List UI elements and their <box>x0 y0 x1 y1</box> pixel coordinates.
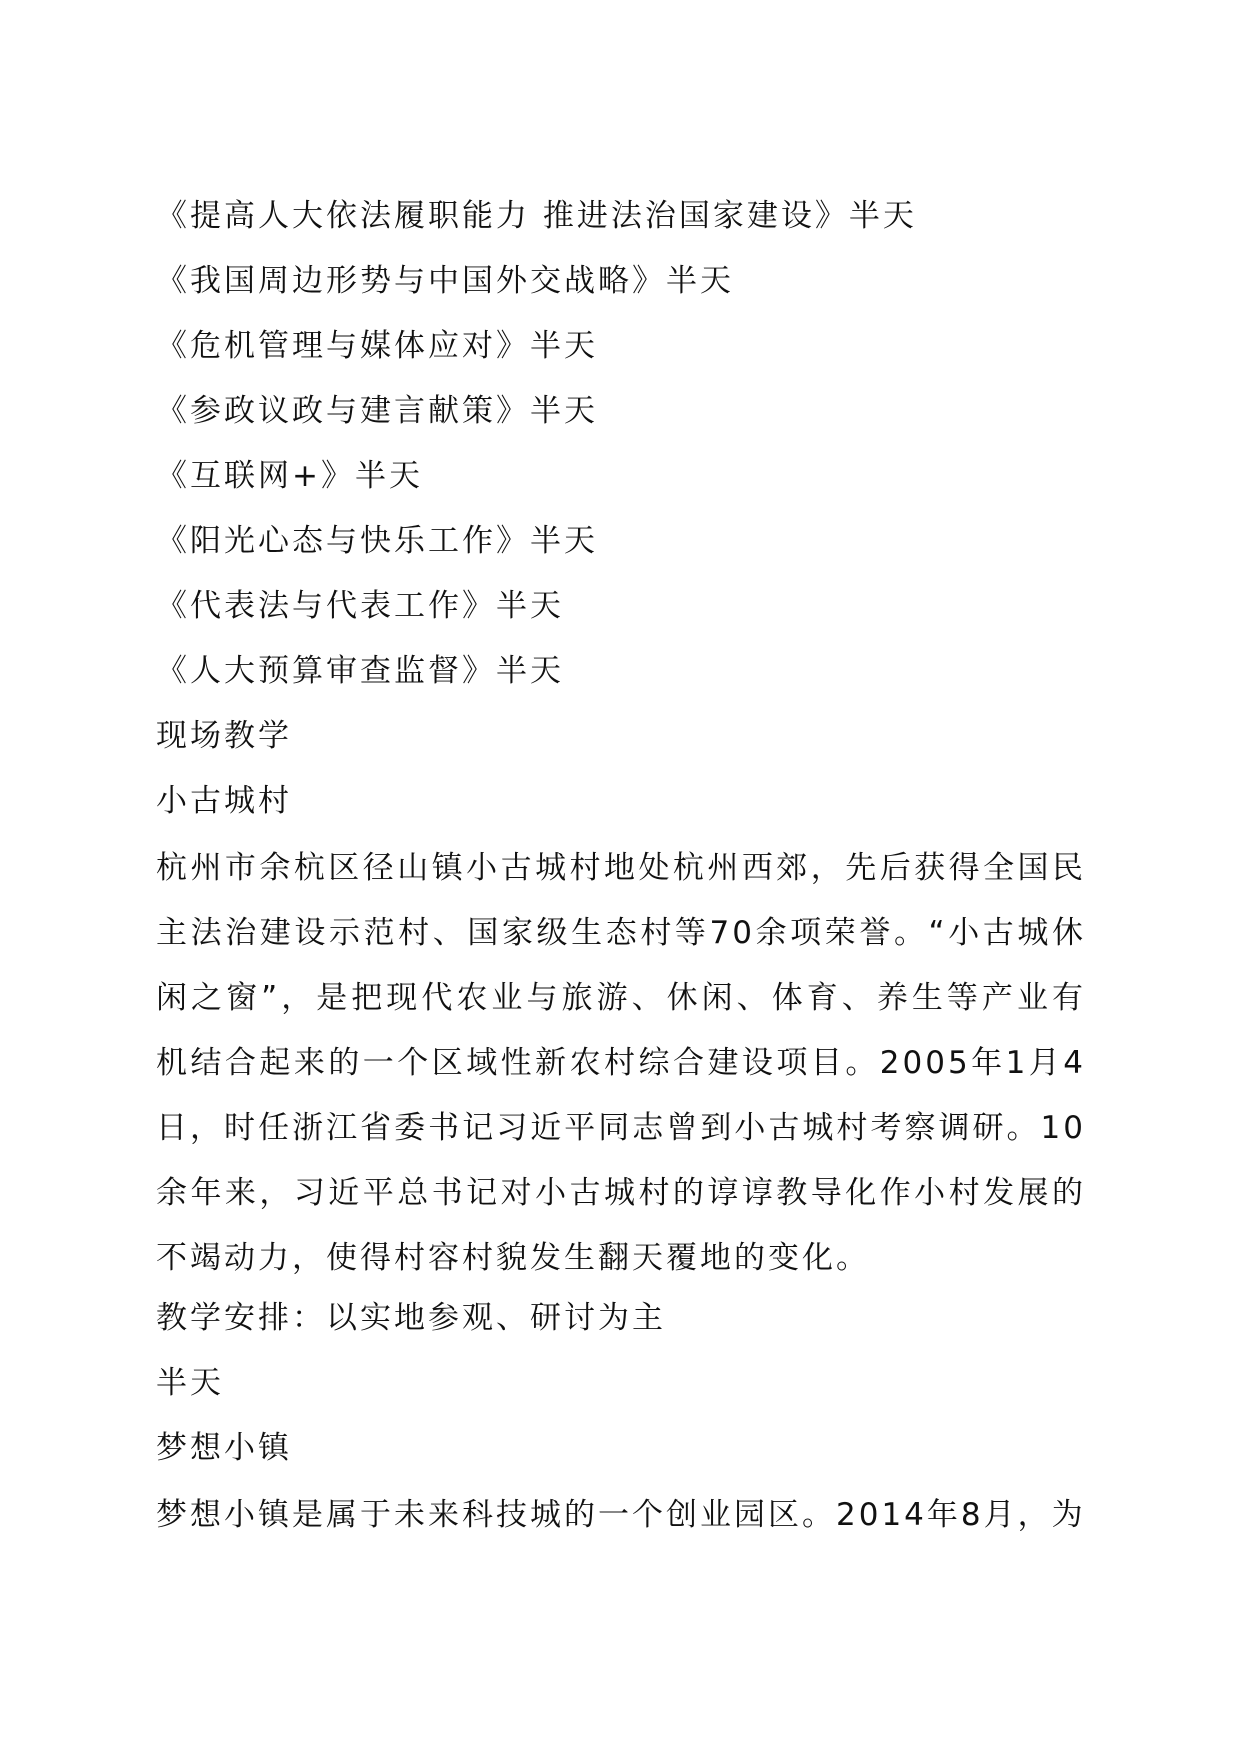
site-description-xiaogucheng: 杭州市余杭区径山镇小古城村地处杭州西郊，先后获得全国民主法治建设示范村、国家级生态村等70余项荣誉。“小古城休闲之窗”，是把现代农业与旅游、休闲、体育、养生等产业有机结合起来的一个区域性新农村综合建设项目。2005年1月4日，时任浙江省委书记习近平同志曾到小古城村考察调研。10余年来，习近平总书记对小古城村的谆谆教导化作小村发展的不竭动力，使得村容村貌发生翻天覆地的变化。 <box>156 850 1086 1276</box>
course-item-1: 《提高人大依法履职能力 推进法治国家建设》半天 <box>156 198 917 234</box>
course-item-6: 《阳光心态与快乐工作》半天 <box>156 523 598 559</box>
course-item-2: 《我国周边形势与中国外交战略》半天 <box>156 263 734 299</box>
teaching-arrangement: 教学安排：以实地参观、研讨为主 <box>156 1300 666 1336</box>
section-heading: 现场教学 <box>156 718 292 754</box>
course-item-5: 《互联网+》半天 <box>156 458 423 494</box>
duration: 半天 <box>156 1365 224 1401</box>
site-title-xiaogucheng: 小古城村 <box>156 783 292 819</box>
course-item-7: 《代表法与代表工作》半天 <box>156 588 564 624</box>
course-item-4: 《参政议政与建言献策》半天 <box>156 393 598 429</box>
site-description-dream-town: 梦想小镇是属于未来科技城的一个创业园区。2014年8月，为 <box>156 1497 1086 1533</box>
course-item-3: 《危机管理与媒体应对》半天 <box>156 328 598 364</box>
course-item-8: 《人大预算审查监督》半天 <box>156 653 564 689</box>
site-title-dream-town: 梦想小镇 <box>156 1430 292 1466</box>
